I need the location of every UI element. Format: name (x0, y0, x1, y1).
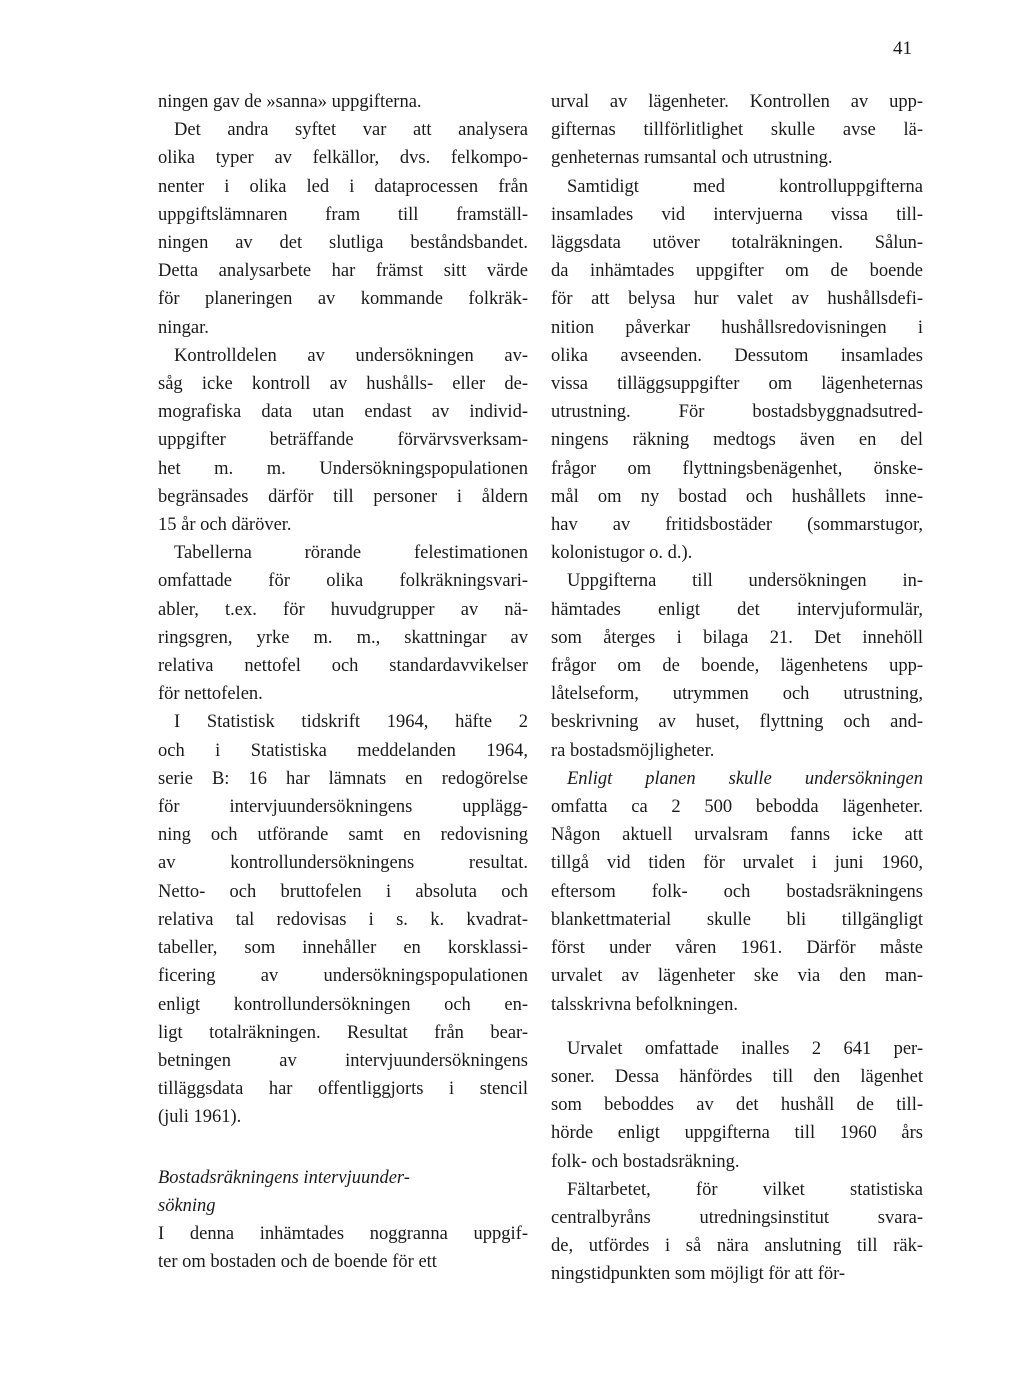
text-line: ra bostadsmöjligheter. (551, 740, 715, 761)
text-line: och i Statistiska meddelanden 1964, (158, 740, 528, 761)
text-line: omfattade för olika folkräkningsvari- (158, 571, 528, 592)
text-line: Uppgifterna till undersökningen in- (567, 571, 923, 592)
text-line: soner. Dessa hänfördes till den lägenhet (551, 1066, 923, 1087)
text-line: de, utfördes i så nära anslutning till räk- (551, 1236, 923, 1257)
text-line: Netto- och bruttofelen i absoluta och (158, 881, 528, 902)
paragraph (551, 173, 923, 568)
text-line: olika typer av felkällor, dvs. felkompo- (158, 148, 528, 169)
text-line: insamlades vid intervjuerna vissa till- (551, 204, 923, 225)
paragraph (158, 708, 528, 1131)
text-line: först under våren 1961. Därför måste (551, 938, 923, 959)
text-line: Fältarbetet, för vilket statistiska (567, 1179, 923, 1200)
paragraph (158, 342, 528, 539)
text-line: frågor om de boende, lägenhetens upp- (551, 656, 923, 677)
text-line: kolonistugor o. d.). (551, 543, 693, 564)
text-line: Kontrolldelen av undersökningen av- (174, 345, 528, 366)
text-line: eftersom folk- och bostadsräkningens (551, 881, 923, 902)
text-line: frågor om flyttningsbenägenhet, önske- (551, 458, 923, 479)
text-line: folk- och bostadsräkning. (551, 1151, 740, 1172)
page-number: 41 (893, 38, 912, 59)
text-line: Bostadsräkningens intervjuunder- (158, 1167, 410, 1188)
text-line: da inhämtades uppgifter om de boende (551, 261, 923, 282)
text-line: Urvalet omfattade inalles 2 641 per- (567, 1038, 923, 1059)
paragraph (158, 88, 528, 116)
text-line: Någon aktuell urvalsram fanns icke att (551, 825, 923, 846)
paragraph (158, 1220, 528, 1276)
text-line: talsskrivna befolkningen. (551, 994, 739, 1015)
text-line: ringsgren, yrke m. m., skattningar av (158, 627, 528, 648)
text-line: av kontrollundersökningens resultat. (158, 853, 528, 874)
text-line: hav av fritidsbostäder (sommarstugor, (551, 515, 923, 536)
text-line: ningstidpunkten som möjligt för att för- (551, 1264, 846, 1285)
left-column (158, 88, 528, 1276)
text-line: mål om ny bostad och hushållets inne- (551, 486, 923, 507)
text-line: 15 år och däröver. (158, 515, 292, 536)
text-line: låtelseform, utrymmen och utrustning, (551, 684, 923, 705)
text-line: hämtades enligt det intervjuformulär, (551, 599, 923, 620)
text-line: som återges i bilaga 21. Det innehöll (551, 627, 923, 648)
text-line: relativa nettofel och standardavvikelser (158, 656, 528, 677)
text-line: gifternas tillförlitlighet skulle avse lä- (551, 120, 923, 141)
text-line: ficering av undersökningspopulationen (158, 966, 528, 987)
text-line: begränsades därför till personer i åldern (158, 486, 528, 507)
text-line: för planeringen av kommande folkräk- (158, 289, 528, 310)
text-line: ning och utförande samt en redovisning (158, 825, 528, 846)
text-line: för nettofelen. (158, 684, 263, 705)
paragraph (551, 567, 923, 764)
text-line: som beboddes av det hushåll de till- (551, 1095, 923, 1116)
text-line: såg icke kontroll av hushålls- eller de- (158, 374, 528, 395)
text-line: ter om bostaden och de boende för ett (158, 1252, 437, 1273)
paragraph (551, 1176, 923, 1289)
text-line: nenter i olika led i dataprocessen från (158, 176, 528, 197)
text-line: tilläggsdata har offentliggjorts i stencil (158, 1079, 528, 1100)
text-line: urvalet av lägenheter ske via den man- (551, 966, 923, 987)
text-line: I Statistisk tidskrift 1964, häfte 2 (174, 712, 528, 733)
text-line: omfatta ca 2 500 bebodda lägenheter. (551, 797, 923, 818)
text-line: blankettmaterial skulle bli tillgängligt (551, 909, 923, 930)
text-line: Samtidigt med kontrolluppgifterna (567, 176, 923, 197)
right-column (551, 88, 923, 1289)
text-line: sökning (158, 1195, 216, 1216)
text-line: urval av lägenheter. Kontrollen av upp- (551, 92, 923, 112)
text-line: abler, t.ex. för huvudgrupper av nä- (158, 599, 528, 620)
text-line: relativa tal redovisas i s. k. kvadrat- (158, 909, 528, 930)
text-line: ningen av det slutliga beståndsbandet. (158, 233, 528, 254)
text-line: I denna inhämtades noggranna uppgif- (158, 1223, 528, 1244)
text-line: Tabellerna rörande felestimationen (174, 543, 528, 564)
paragraph (158, 539, 528, 708)
text-line: (juli 1961). (158, 1107, 242, 1128)
text-line: utrustning. För bostadsbyggnadsutred- (551, 402, 923, 423)
text-line: Enligt planen skulle undersökningen (567, 768, 923, 789)
text-line: för att belysa hur valet av hushållsdefi- (551, 289, 923, 310)
text-line: tabeller, som innehåller en korsklassi- (158, 938, 528, 959)
text-line: ningens räkning medtogs även en del (551, 430, 923, 451)
text-line: uppgifter beträffande förvärvsverksam- (158, 430, 528, 451)
text-line: centralbyråns utredningsinstitut svara- (551, 1207, 923, 1228)
paragraph (551, 765, 923, 1019)
text-line: olika avseenden. Dessutom insamlades (551, 345, 923, 366)
text-line: tillgå vid tiden för urvalet i juni 1960, (551, 853, 923, 874)
text-line: genheternas rumsantal och utrustning. (551, 148, 833, 169)
text-line: läggsdata utöver totalräkningen. Sålun- (551, 233, 923, 254)
text-line: uppgiftslämnaren fram till framställ- (158, 204, 528, 225)
text-line: ligt totalräkningen. Resultat från bear- (158, 1022, 528, 1043)
text-line: ningen gav de »sanna» uppgifterna. (158, 92, 422, 112)
paragraph (551, 1035, 923, 1176)
text-line: betningen av intervjuundersökningens (158, 1050, 528, 1071)
paragraph-gap (551, 1019, 923, 1035)
text-line: serie B: 16 har lämnats en redogörelse (158, 768, 528, 789)
text-line: Det andra syftet var att analysera (174, 120, 528, 141)
section-heading (158, 1164, 528, 1220)
text-line: ningar. (158, 317, 209, 338)
paragraph (158, 116, 528, 342)
text-line: het m. m. Undersökningspopulationen (158, 458, 528, 479)
text-line: beskrivning av huset, flyttning och and- (551, 712, 923, 733)
text-line: mografiska data utan endast av individ- (158, 402, 528, 423)
text-line: hörde enligt uppgifterna till 1960 års (551, 1123, 923, 1144)
text-line: vissa tilläggsuppgifter om lägenheternas (551, 374, 923, 395)
text-line: Detta analysarbete har främst sitt värde (158, 261, 528, 282)
text-line: för intervjuundersökningens upplägg- (158, 797, 528, 818)
paragraph (551, 88, 923, 173)
text-line: nition påverkar hushållsredovisningen i (551, 317, 923, 338)
text-line: enligt kontrollundersökningen och en- (158, 994, 528, 1015)
